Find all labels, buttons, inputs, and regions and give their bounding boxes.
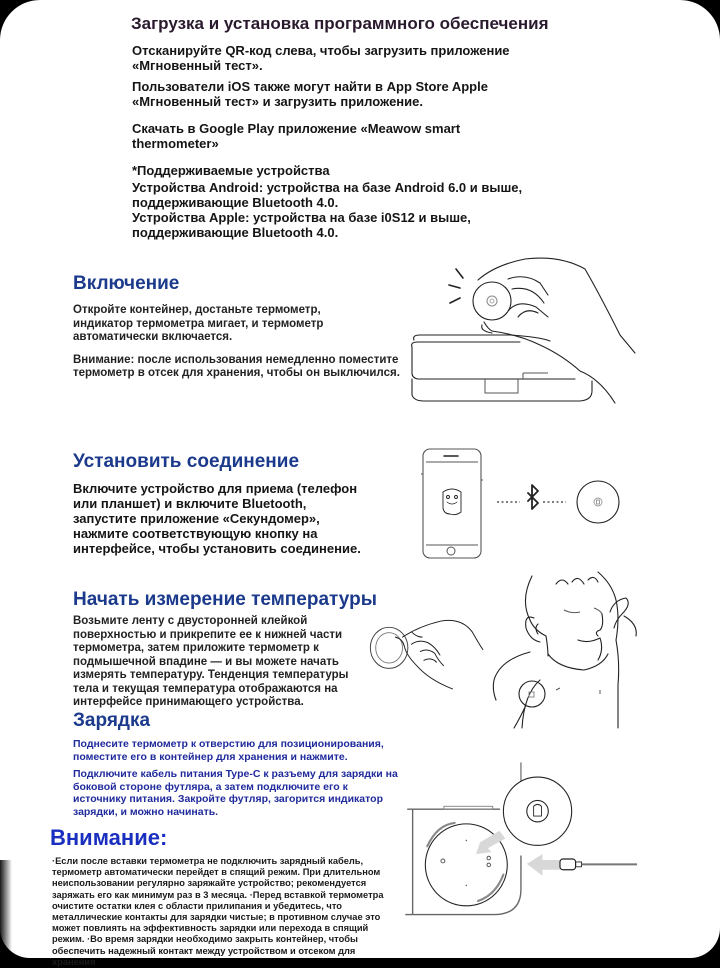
- section-heading-power-on: Включение: [73, 273, 180, 294]
- supported-devices-heading: *Поддерживаемые устройства: [132, 163, 330, 178]
- charging-paragraph-1: Поднесите термометр к отверстию для позиционирования, поместите его в контейнер для хранения и нажмите.: [73, 738, 384, 763]
- baby-with-thermometer-icon: [490, 570, 640, 730]
- charging-paragraph-2: Подключите кабель питания Type-C к разъему для зарядки на боковой стороне футляра, а затем подключите его к источнику питания. Закройте футляр, загорится индикатор зарядки, и можно начинать.: [73, 768, 398, 818]
- warning-paragraph: ·Если после вставки термометра не подключить зарядный кабель, термометр автоматически перейдет в спящий режим. При длительном неиспользовании регулярно заряжайте устройство; рекомендуется заряжать его как минимум раз в 3 месяца. ·Перед вставкой термометра очистите остатки клея с области прилипания и убедитесь, что металлические контакты для зарядки чистые; в противном случае это может повлиять на эффективность зарядки или перехода в спящий режим. ·Во время зарядки необходимо закрыть контейнер, чтобы обеспечить надежный контакт между устройством и отсеком для хранения: [52, 856, 384, 967]
- power-on-warning-paragraph: Внимание: после использования немедленно поместите термометр в отсек для хранения, чтобы он выключился.: [73, 353, 400, 379]
- bluetooth-connection-illustration: [410, 440, 640, 575]
- phone-with-owl-app-icon: [421, 449, 483, 558]
- card-edge-shadow: [0, 860, 12, 958]
- hand-holding-thermometer-icon: [365, 615, 490, 695]
- intro-google-play-paragraph: Скачать в Google Play приложение «Meawow smart thermometer»: [132, 121, 461, 151]
- charging-illustration: [398, 760, 720, 958]
- section-heading-warning: Внимание:: [50, 825, 168, 850]
- section-heading-connect: Установить соединение: [73, 451, 300, 472]
- supported-apple: Устройства Apple: устройства на базе i0S12 и выше, поддерживающие Bluetooth 4.0.: [132, 210, 471, 240]
- section-connect: [73, 450, 393, 556]
- bluetooth-icon: [528, 485, 538, 509]
- section-warning: [50, 825, 400, 968]
- section-charging: [73, 709, 403, 818]
- section-heading-charging: Зарядка: [73, 710, 151, 731]
- measure-paragraph: Возьмите ленту с двусторонней клейкой поверхностью и прикрепите ее к нижней части термометра, затем приложите термометр к подмышечной впадине — и вы можете начать измерять температуру. Тенденция температуры тела и текущая температура отображаются на интерфейсе принимающего устройства.: [73, 615, 349, 708]
- supported-android: Устройства Android: устройства на базе Android 6.0 и выше, поддерживающие Bluetooth 4.0.: [132, 180, 523, 210]
- page-title: Загрузка и установка программного обеспечения: [131, 14, 549, 33]
- usb-c-cable-icon: [560, 859, 637, 870]
- thermometer-disc-icon-large: [503, 777, 571, 845]
- intro-ios-paragraph: Пользователи iOS также могут найти в App Store Apple «Мгновенный тест» и загрузить приложение.: [132, 79, 488, 109]
- intro-qr-paragraph: Отсканируйте QR-код слева, чтобы загрузить приложение «Мгновенный тест».: [132, 43, 510, 73]
- hand-taking-thermometer-from-case-icon: [400, 255, 720, 415]
- cable-arrow: [527, 854, 560, 875]
- section-power-on: [73, 272, 408, 381]
- software-install-intro: [132, 43, 552, 240]
- section-measure: [73, 588, 388, 710]
- charging-case-icon: [406, 762, 521, 914]
- connect-paragraph: Включите устройство для приема (телефон или планшет) и включите Bluetooth, запустите приложение «Секундомер», нажмите соответствующую кнопку на интерфейсе, чтобы установить соединение.: [73, 481, 361, 556]
- section-heading-measure: Начать измерение температуры: [73, 589, 377, 610]
- power-on-paragraph: Откройте контейнер, достаньте термометр, индикатор термометра мигает, и термометр автоматически включается.: [73, 304, 324, 343]
- thermometer-disc-icon: [577, 481, 619, 523]
